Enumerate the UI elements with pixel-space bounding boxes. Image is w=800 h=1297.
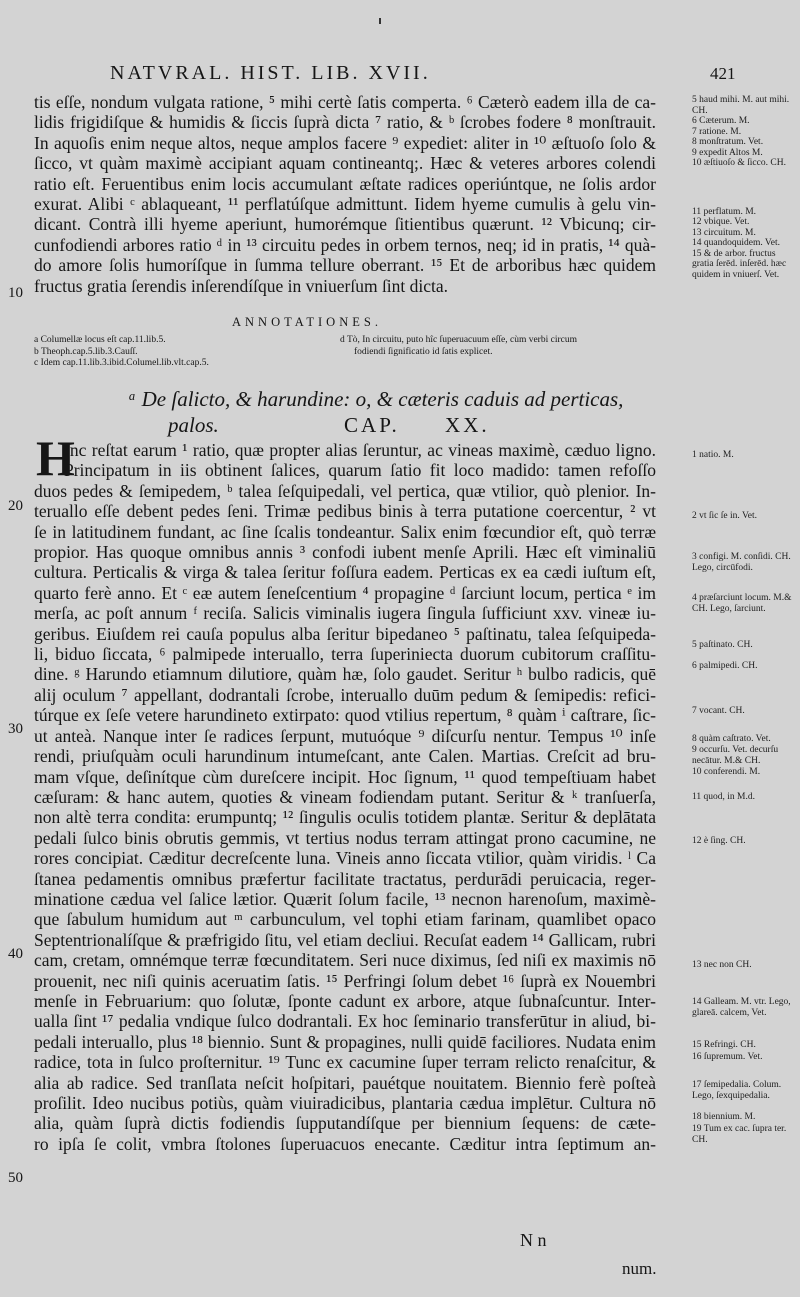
margin-note: 9 occurſu. Vet. decurſu necātur. M.& CH. <box>692 745 779 766</box>
margin-note: 14 quandoquidem. Vet. <box>692 238 780 248</box>
text-line: menſe in Februarium: quo ſolutæ, ſponte cadunt ex arbore, atque ſubnaſcuntur. Inter- <box>34 990 656 1011</box>
margin-note: 16 ſupremum. Vet. <box>692 1052 763 1062</box>
text-line: cæſuram: & hanc autem, quoties & vineam fodiendam putant. Seritur & ᵏ tranſuerſa, <box>34 786 656 807</box>
annotations-title: ANNOTATIONES. <box>232 315 382 329</box>
annotation: c Idem cap.11.lib.3.ibid.Columel.lib.vlt.cap.5. <box>34 358 209 368</box>
margin-note: 14 Galleam. M. vtr. Lego, glareā. calcem, Vet. <box>692 997 791 1018</box>
text-line: duos pedes & ſemipedem, ᵇ talea ſeſquipedali, vel pertica, quæ vtilior, quò plenior. In- <box>34 480 656 501</box>
text-line: túrque ex ſeſe vetere harundineto extirpato: quod vtilius repertum, ⁸ quàm ⁱ caſtrare, ſic- <box>34 705 656 726</box>
margin-note: 7 vocant. CH. <box>692 706 745 716</box>
text-line: lidis frigidiſque & humidis & ſiccis ſuprà dicta ⁷ ratio, & ᵇ ſcrobes fodere ⁸ monſtrauit. <box>34 112 656 133</box>
text-line: mam vſque, deſinítque cùm dureſcere incipit. Hoc ſignum, ¹¹ quod tempeſtiuam habet <box>34 766 656 787</box>
text-line: dicant. Contrà illi hyeme aperiunt, humorémque ſitientibus quærunt. ¹² Vbicunq; cir- <box>34 214 656 235</box>
text-line: teruallo eſſe debent pedes ſeni. Trimæ pedibus binis à terra putatione coercentur, ² vt <box>34 501 656 522</box>
text-line: minatione cædua vel ſalice lætior. Quærit ſolum facile, ¹³ necnon harenoſum, maximè- <box>34 888 656 909</box>
text-line: alia ab radice. Sed tranſlata neſcit hoſpitari, pauétque nouitatem. Biennio ferè poſteà <box>34 1072 656 1093</box>
text-line: exurat. Alibi ᶜ ablaqueant, ¹¹ perflatúſque admittunt. Iidem hyeme cumulis à gelu vin- <box>34 194 656 215</box>
annotation: d Tò, In circuitu, puto hîc ſuperuacuum eſſe, cùm verbi circum <box>340 335 577 345</box>
text-line: ualla ſint ¹⁷ pedalia vndique ſulco dodrantali. Ex hoc ſeminario transferūtur in aliud, bi- <box>34 1011 656 1032</box>
text-line: pedali interuallo, plus ¹⁸ biennio. Sunt & propagines, nulli quidē faciliores. Nudata enim <box>34 1031 656 1052</box>
annotation: b Theoph.cap.5.lib.3.Cauſſ. <box>34 346 138 357</box>
text-line: ro ipſa ſe colit, vmbra ſtolones ſuperuacuos enecante. Cæditur intra ſeptimum an- <box>34 1133 656 1154</box>
top-margin-notes <box>692 95 792 280</box>
margin-note: 13 circuitum. M. <box>692 227 756 238</box>
margin-note: 6 Cæterum. M. <box>692 116 750 126</box>
text-line: cunfodiendi arbores ratio ᵈ in ¹³ circuitu pedes in orbem ternos, neq; id in pratis, ¹⁴ quà- <box>34 234 656 255</box>
text-line: ſicco, vt quàm maximè accipiant aquam contineantq;. Hæc & veteres arbores colendi <box>34 153 656 174</box>
margin-note: 15 Refringi. CH. <box>692 1040 756 1050</box>
text-line: ſtanea pedamentis omnibus præfertur facilitate tractatus, perdurādi peruicacia, reger- <box>34 868 656 889</box>
chapter-label: CAP. <box>344 413 400 437</box>
margin-note: 19 Tum ex cac. ſupra ter. CH. <box>692 1124 787 1145</box>
line-number: 30 <box>8 721 23 737</box>
line-number: 40 <box>8 946 23 962</box>
margin-note: 12 è ſing. CH. <box>692 836 746 846</box>
margin-note: 5 haud mihi. M. aut mihi. CH. <box>692 95 790 116</box>
text-line: geribus. Eiuſdem rei cauſa populus alba ſeritur bipedaneo ⁵ paſtinatu, talea ſeſquipeda- <box>34 623 656 644</box>
text-line: propior. Has quoque omnibus annis ³ confodi iubent menſe Aprili. Hæc eſt viminaliū <box>34 542 656 563</box>
margin-note: 4 præſarciunt locum. M.& CH. Lego, ſarciunt. <box>692 593 792 614</box>
line-number: 50 <box>8 1170 23 1186</box>
top-paragraph <box>34 92 656 296</box>
text-line: cam, cretam, omnémque terræ fœcunditatem. Seri nuce diximus, ſed niſi ex maximis nō <box>34 950 656 971</box>
text-line: In aquoſis enim neque altos, neque amplos facere ⁹ expediet: aliter in ¹⁰ æſtuoſo ſolo & <box>34 132 656 153</box>
annotation: fodiendi ſignificatio id ſatis explicet. <box>354 346 493 357</box>
line-number: 10 <box>8 285 23 301</box>
chapter-heading <box>128 386 648 438</box>
drop-cap: H <box>36 430 75 486</box>
main-paragraph <box>34 440 656 1154</box>
text-line: que ſabulum humidum aut ᵐ carbunculum, vel tophi etiam farinam, quamlibet opaco <box>34 909 656 930</box>
text-line: cultura. Perticalis & virga & talea ſeritur foſſura eadem. Perticas ex ea cædi iuſtum eſt, <box>34 562 656 583</box>
text-line: fructus gratia ſerendis inſerendíſque in vniuerſum ſint dicta. <box>34 275 449 296</box>
text-line: do amore ſolis humoríſque in ſumma tellure oberrant. ¹⁵ Et de arboribus hæc quidem <box>34 255 656 276</box>
margin-note: 9 expedit Altos M. <box>692 147 763 158</box>
margin-note: 11 perflatum. M. <box>692 206 757 217</box>
catchword: num. <box>622 1259 657 1278</box>
text-line: Septentrionalíſque & præfrigido ſitu, vel etiam decliui. Recuſat eadem ¹⁴ Gallicam, rubri <box>34 929 656 950</box>
text-line: ſe in latitudinem fundant, ac ſine ſcalis tondeantur. Salix enim fœcundior eſt, quò terræ <box>34 521 656 542</box>
line-number: 20 <box>8 498 23 514</box>
text-line: li, biduo ſiccata, ⁶ palmipede interuallo, terra ſuperiniecta duorum cubitorum craſſitu- <box>34 644 656 665</box>
text-line: merſa, ac poſt annum ᶠ reciſa. Salicis viminalis iugera ſingula ſufficiunt xxv. vineæ iu- <box>34 603 656 624</box>
text-line: non altè terra condita: erumpuntq; ¹² ſingulis oculis totidem plantæ. Seritur & deplātata <box>34 807 656 828</box>
margin-note: 3 configi. M. conſidi. CH. Lego, circūfodi. <box>692 552 791 573</box>
page-mark <box>379 18 381 24</box>
signature-mark: N n <box>520 1230 547 1250</box>
margin-note: 11 quod, in M.d. <box>692 792 755 802</box>
margin-note: 1 natio. M. <box>692 450 734 460</box>
text-line: alia, quàm ſuprà dictis fodiendis ſupputandíſque per biennium ſequens: de cæte- <box>34 1113 656 1134</box>
page-number: 421 <box>710 64 736 83</box>
text-line: Inc reſtat earum ¹ ratio, quæ propter alias ſeruntur, ac vineas maximè, cæduo ligno. <box>64 440 656 460</box>
margin-note: 18 biennium. M. <box>692 1112 756 1122</box>
margin-note: 17 ſemipedalia. Colum. Lego, ſexquipedalia. <box>692 1080 782 1101</box>
text-line: proſilit. Ideo nucibus potiùs, quàm viuiradicibus, plantaria cædua implētur. Cultura nō <box>34 1093 656 1113</box>
margin-note: 8 quàm caſtrato. Vet. <box>692 734 771 744</box>
chapter-title: ᵃ De ſalicto, & harundine: o, & cæteris caduis ad perticas, <box>128 387 624 411</box>
margin-note: 10 æſtiuoſo & ſicco. CH. <box>692 158 786 168</box>
text-line: quarto ferè anno. Et ᶜ eæ autem ſeneſcentium ⁴ propagine ᵈ ſarciunt locum, pertica ᵉ im <box>34 582 656 603</box>
text-line: radice, tota in ſulco proſternitur. ¹⁹ Tunc ex cacumine ſuper terram relicto renaſcitur, & <box>34 1052 656 1073</box>
annotation: a Columellæ locus eſt cap.11.lib.5. <box>34 335 166 345</box>
text-line: alij oculum ⁷ appellant, dodrantali ſcrobe, interuallo duūm pedum & ſemipedis: refici- <box>34 684 656 705</box>
margin-note: 10 conferendi. M. <box>692 767 761 777</box>
running-title: NATVRAL. HIST. LIB. XVII. <box>110 62 431 84</box>
margin-note: 2 vt ſic ſe in. Vet. <box>692 511 757 521</box>
text-line: rores concipiat. Cæditur decreſcente luna. Vineis anno ſiccata vtilior, quàm viridis. ˡ Ca <box>34 848 656 869</box>
margin-note: 13 nec non CH. <box>692 960 752 970</box>
text-line: ut anteà. Nanque inter ſe radices ſerpunt, mutuóque ⁹ diſcurſu nentur. Tempus ¹⁰ inſe <box>34 725 656 746</box>
margin-note: 8 monſtratum. Vet. <box>692 137 764 147</box>
margin-note: 7 ratione. M. <box>692 126 742 137</box>
annotations-right <box>340 335 650 358</box>
chapter-number: XX. <box>445 413 490 437</box>
text-line: prouenit, nec niſi quinis aceruatim ſatis. ¹⁵ Perfringi ſolum debet ¹⁶ ſuprà ex Nouembri <box>34 970 656 991</box>
text-line: dine. ᵍ Harundo etiamnum dilutiore, quàm hæ, ſolo gaudet. Seritur ʰ bulbo radicis, quē <box>34 664 656 685</box>
margin-note: 5 paſtinato. CH. <box>692 640 753 650</box>
margin-note: 15 & de arbor. fructus gratia ſerēd. inſerēd. hæc quidem in vniuerſ. Vet. <box>692 248 787 280</box>
chapter-title-cont: palos. <box>168 413 219 437</box>
text-line: tis eſſe, nondum vulgata ratione, ⁵ mihi certè ſatis comperta. ⁶ Cæterò eadem illa de ca- <box>34 92 656 112</box>
text-line: Principatum in iis obtinent ſalices, quarum ſatio fit loco madido: tamen refoſſo <box>64 460 656 481</box>
text-line: pedali ſulco binis obrutis gemmis, vt tertius nodus terram attingat prono cacumine, ne <box>34 827 656 848</box>
margin-note: 6 palmipedi. CH. <box>692 661 758 671</box>
margin-note: 12 vbique. Vet. <box>692 217 750 227</box>
text-line: rendi, priuſquàm oculi harundinum intumeſcant, ante Calen. Martias. Creſcit ad bru- <box>34 746 656 767</box>
annotations-left <box>34 335 334 370</box>
text-line: ratio eſt. Feruentibus enim locis accumulant æſtate radices operiúntque, ne ſolis ardor <box>34 173 656 194</box>
